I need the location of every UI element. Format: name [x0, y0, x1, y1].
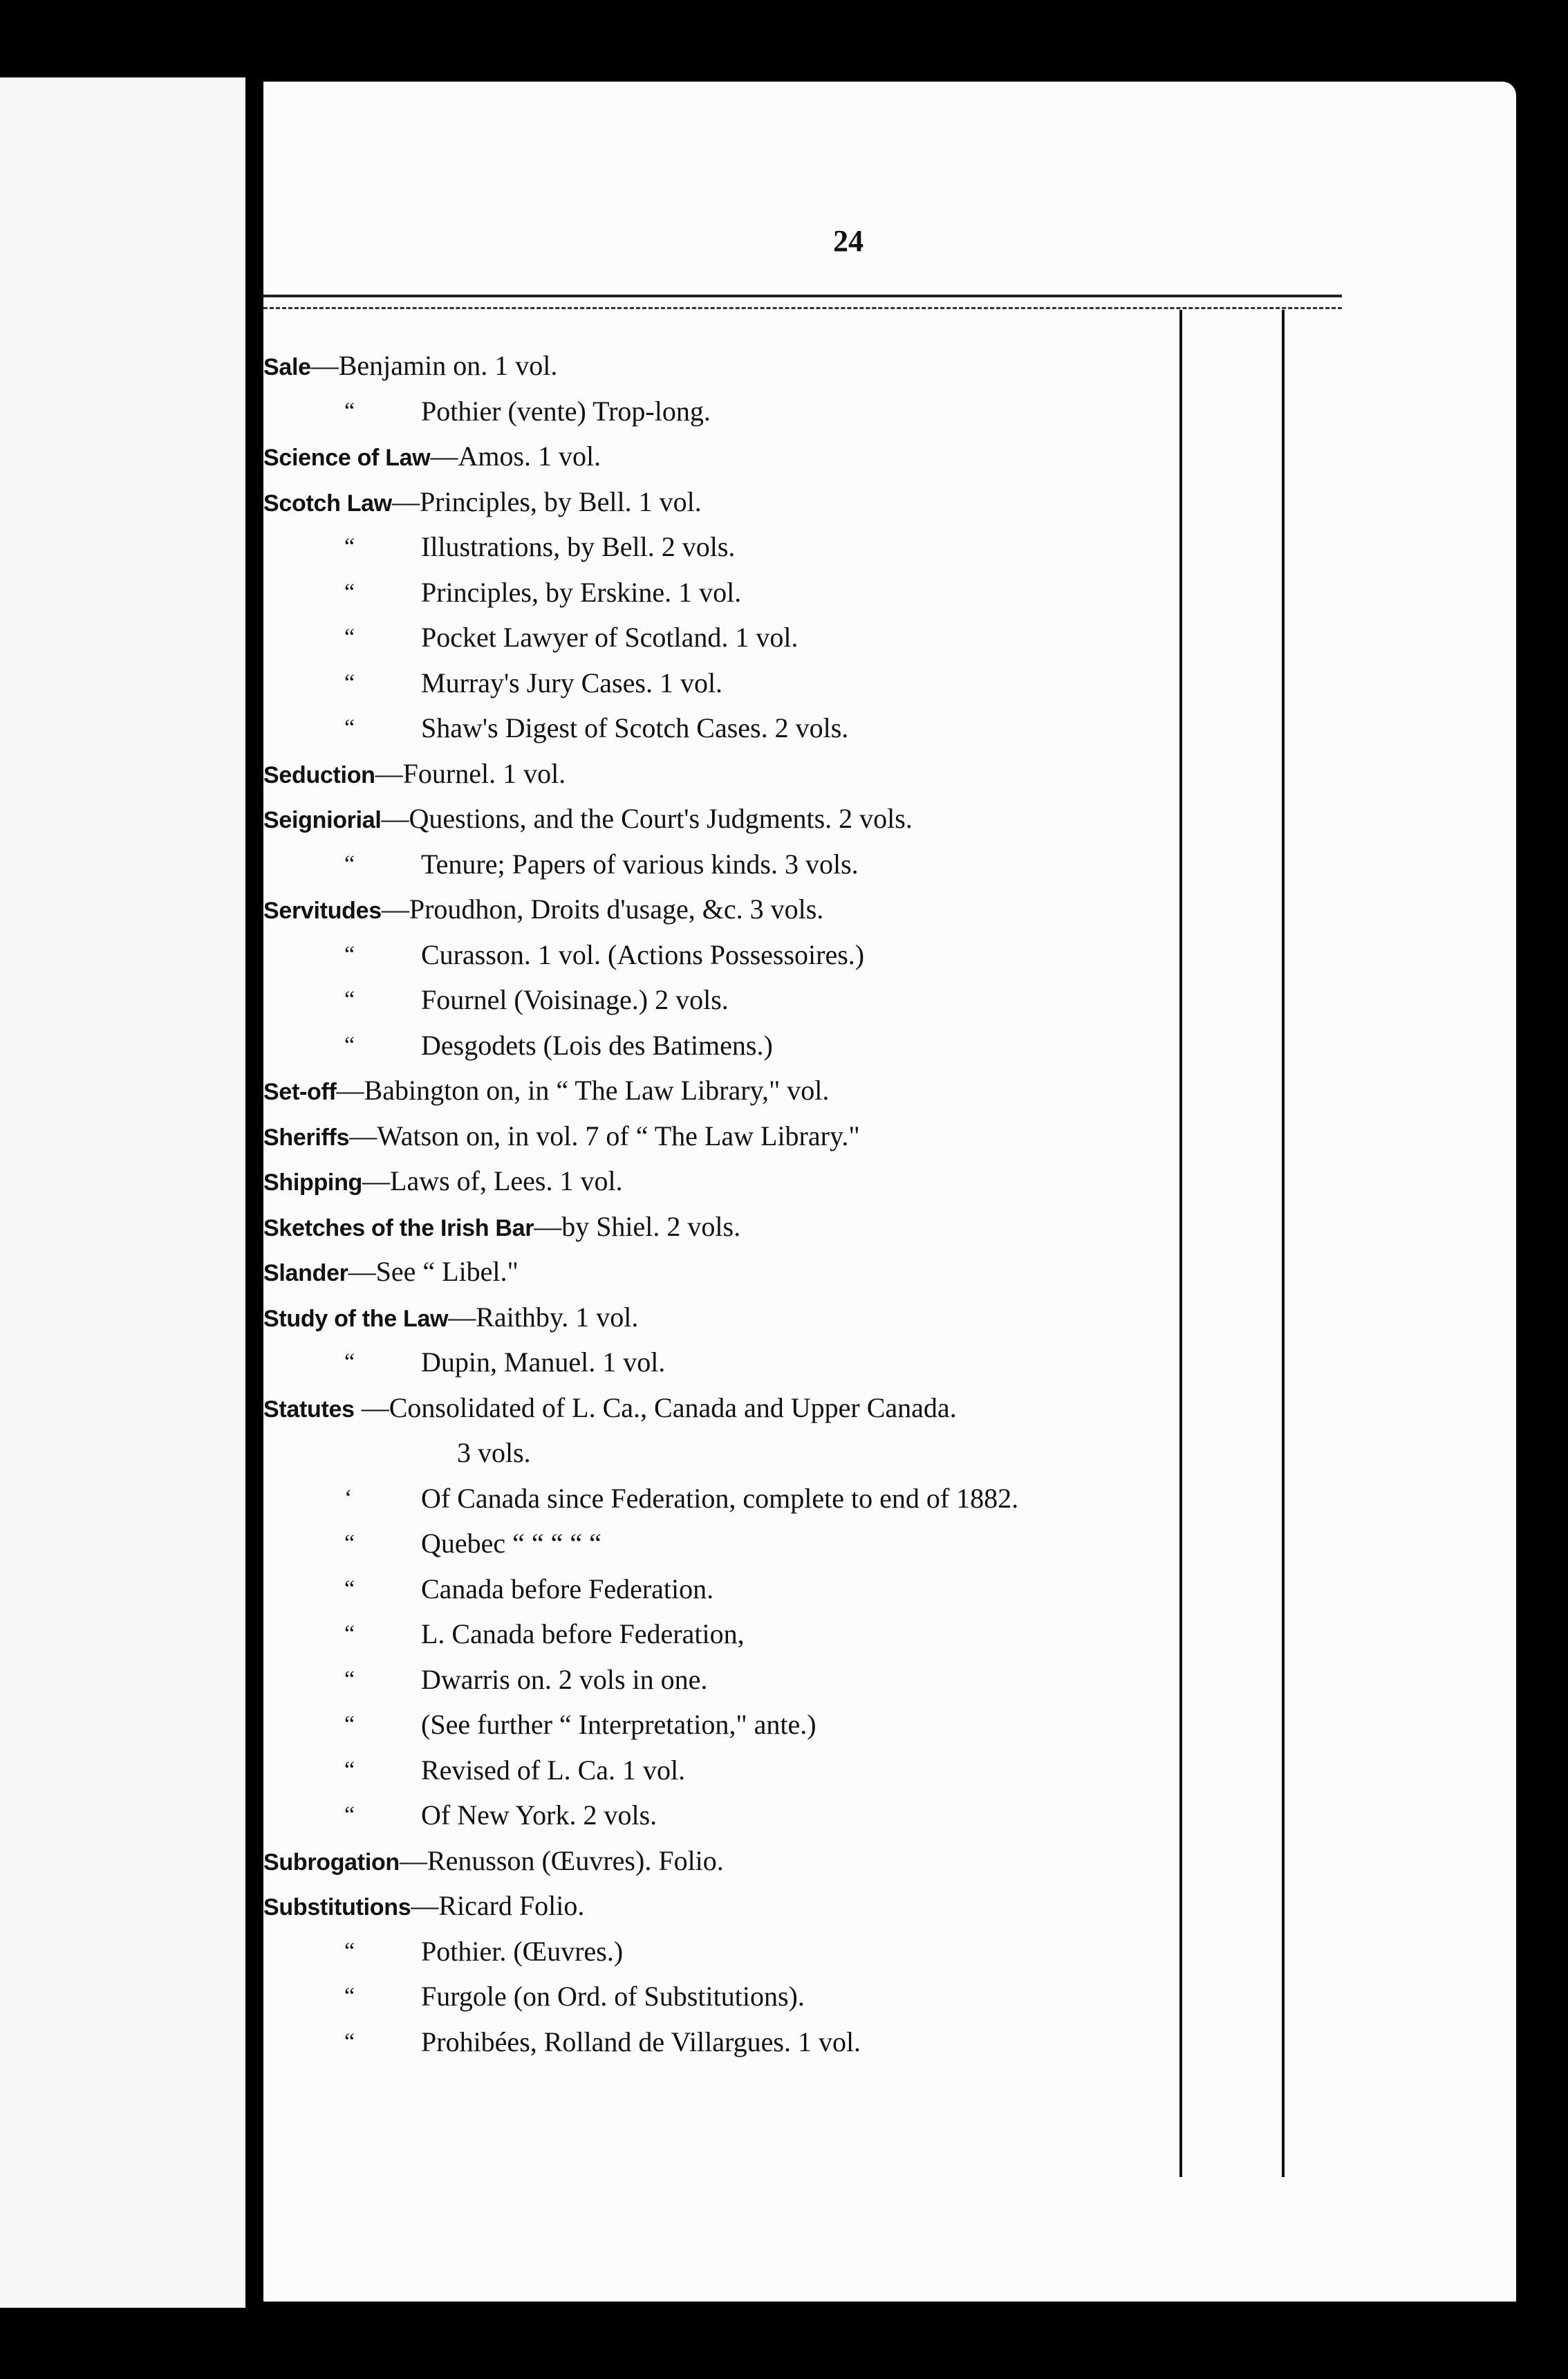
- entry-text: Pothier (vente) Trop-long.: [421, 395, 711, 427]
- entry-text: Pocket Lawyer of Scotland. 1 vol.: [421, 622, 799, 653]
- ditto-mark: “: [344, 1802, 355, 1828]
- entry-heading: Set-off: [263, 1079, 337, 1105]
- catalogue-entry: [263, 1295, 1439, 1340]
- catalogue-entry: [263, 1521, 1439, 1566]
- entry-heading: Scotch Law: [263, 490, 392, 517]
- entry-heading: Servitudes: [263, 898, 382, 924]
- ditto-mark: “: [344, 1938, 355, 1964]
- catalogue-entry: [263, 932, 1439, 978]
- entry-text: Prohibées, Rolland de Villargues. 1 vol.: [421, 2026, 861, 2057]
- catalogue-entry: [263, 1611, 1439, 1657]
- catalogue-entry: [263, 1793, 1439, 1838]
- entry-text: Quebec “ “ “ “ “: [421, 1528, 601, 1559]
- entry-text: —Laws of, Lees. 1 vol.: [362, 1165, 623, 1196]
- entry-heading: Shipping: [263, 1169, 363, 1196]
- entry-heading: Sale: [263, 354, 311, 380]
- catalogue-entry: [263, 1340, 1439, 1385]
- entry-text: —See “ Libel.": [348, 1256, 519, 1287]
- entry-text: Principles, by Erskine. 1 vol.: [421, 576, 742, 608]
- ditto-mark: “: [344, 624, 355, 650]
- header-rule: [263, 295, 1342, 309]
- entry-text: —Fournel. 1 vol.: [375, 757, 566, 789]
- entry-text: —Raithby. 1 vol.: [448, 1301, 639, 1333]
- catalogue-entry: [263, 1838, 1439, 1884]
- entry-text: Pothier. (Œuvres.): [421, 1935, 624, 1967]
- entry-heading: Substitutions: [263, 1894, 411, 1920]
- catalogue-entry: [263, 2019, 1439, 2065]
- entry-text: (See further “ Interpretation," ante.): [421, 1709, 816, 1740]
- entry-heading: Subrogation: [263, 1849, 400, 1876]
- ditto-mark: “: [344, 398, 355, 424]
- catalogue-entry: [263, 977, 1439, 1023]
- catalogue-entry: [263, 1158, 1439, 1204]
- catalogue-entry: [263, 434, 1439, 479]
- entry-text: Desgodets (Lois des Batimens.): [421, 1029, 773, 1061]
- ditto-mark: “: [344, 1530, 355, 1556]
- ditto-mark: “: [344, 534, 355, 559]
- catalogue-entry: [263, 1113, 1439, 1159]
- entry-text: Tenure; Papers of various kinds. 3 vols.: [421, 848, 859, 880]
- entry-text: Furgole (on Ord. of Substitutions).: [421, 1981, 805, 2012]
- entry-text: —Ricard Folio.: [411, 1890, 585, 1921]
- entry-heading: Study of the Law: [263, 1305, 449, 1332]
- catalogue-entry: [263, 842, 1439, 887]
- catalogue-entry: [263, 1566, 1439, 1612]
- ditto-mark: “: [344, 987, 355, 1012]
- entry-text: Fournel (Voisinage.) 2 vols.: [421, 984, 729, 1015]
- ditto-mark: “: [344, 941, 355, 968]
- entry-heading: Sheriffs: [263, 1124, 350, 1151]
- entry-heading: Seigniorial: [263, 807, 382, 833]
- catalogue-entry: [263, 887, 1439, 932]
- catalogue-entry: [263, 524, 1439, 570]
- entry-text: Curasson. 1 vol. (Actions Possessoires.): [421, 938, 865, 970]
- entry-text: Of New York. 2 vols.: [421, 1799, 657, 1831]
- catalogue-entry: [263, 1702, 1439, 1748]
- book-page: [263, 82, 1516, 2302]
- entry-text: —Questions, and the Court's Judgments. 2 vols.: [381, 803, 913, 834]
- catalogue-entry: [263, 705, 1439, 751]
- catalogue-entry: [263, 1249, 1439, 1295]
- catalogue-entry: [263, 1204, 1439, 1250]
- catalogue-entry: [263, 1748, 1439, 1793]
- entry-text: —Renusson (Œuvres). Folio.: [399, 1844, 724, 1876]
- catalogue-entry: [263, 1974, 1439, 2019]
- catalogue-entries: [263, 343, 1439, 2064]
- catalogue-entry: [263, 389, 1439, 434]
- ditto-mark: “: [344, 715, 355, 741]
- catalogue-entry: [263, 1929, 1439, 1974]
- entry-text: Revised of L. Ca. 1 vol.: [421, 1754, 686, 1786]
- entry-text: —Principles, by Bell. 1 vol.: [391, 485, 702, 517]
- ditto-mark: “: [344, 1712, 355, 1737]
- page-number: 24: [833, 224, 864, 258]
- catalogue-entry: [263, 1883, 1439, 1929]
- entry-heading: Slander: [263, 1260, 348, 1286]
- entry-text: —Watson on, in vol. 7 of “ The Law Library.": [349, 1120, 860, 1151]
- ditto-mark: “: [344, 2028, 355, 2055]
- entry-heading: Science of Law: [263, 445, 431, 471]
- catalogue-entry: [263, 1476, 1439, 1521]
- ditto-mark: “: [344, 1757, 355, 1783]
- ditto-mark: “: [344, 1983, 355, 2009]
- entry-text: —Benjamin on. 1 vol.: [310, 350, 558, 381]
- catalogue-entry: [263, 1657, 1439, 1703]
- entry-text: Dupin, Manuel. 1 vol.: [421, 1346, 666, 1378]
- catalogue-entry: [263, 1068, 1439, 1113]
- entry-text: —by Shiel. 2 vols.: [534, 1210, 741, 1242]
- ditto-mark: ‘: [344, 1485, 353, 1511]
- ditto-mark: “: [344, 1666, 355, 1692]
- ditto-mark: “: [344, 669, 355, 696]
- catalogue-entry: [263, 615, 1439, 660]
- catalogue-entry: [263, 343, 1439, 389]
- entry-continuation: 3 vols.: [457, 1437, 531, 1468]
- catalogue-entry: [263, 1430, 1439, 1476]
- entry-heading: Sketches of the Irish Bar: [263, 1214, 534, 1241]
- entry-text: —Babington on, in “ The Law Library," vol.: [336, 1075, 830, 1106]
- entry-text: Illustrations, by Bell. 2 vols.: [421, 531, 736, 562]
- ditto-mark: “: [344, 1575, 355, 1602]
- catalogue-entry: [263, 796, 1439, 842]
- ditto-mark: “: [344, 579, 355, 605]
- ditto-mark: “: [344, 851, 355, 877]
- ditto-mark: “: [344, 1349, 355, 1375]
- entry-text: —Amos. 1 vol.: [430, 441, 601, 472]
- entry-text: Canada before Federation.: [421, 1573, 714, 1604]
- catalogue-entry: [263, 1023, 1439, 1068]
- catalogue-entry: [263, 479, 1439, 525]
- entry-text: Of Canada since Federation, complete to end of 1882.: [421, 1482, 1019, 1514]
- catalogue-entry: [263, 751, 1439, 797]
- entry-text: —Consolidated of L. Ca., Canada and Upper Canada.: [354, 1391, 957, 1423]
- entry-text: Dwarris on. 2 vols in one.: [421, 1663, 708, 1695]
- catalogue-entry: [263, 1385, 1439, 1431]
- ditto-mark: “: [344, 1032, 355, 1058]
- entry-text: Murray's Jury Cases. 1 vol.: [421, 667, 723, 698]
- catalogue-entry: [263, 660, 1439, 706]
- entry-text: Shaw's Digest of Scotch Cases. 2 vols.: [421, 712, 849, 743]
- entry-text: —Proudhon, Droits d'usage, &c. 3 vols.: [381, 894, 824, 925]
- entry-heading: Statutes: [263, 1396, 355, 1423]
- facing-page: [0, 77, 245, 2308]
- entry-heading: Seduction: [263, 761, 375, 788]
- catalogue-entry: [263, 570, 1439, 615]
- entry-text: L. Canada before Federation,: [421, 1618, 745, 1649]
- book-spine: [245, 76, 263, 2317]
- ditto-mark: “: [344, 1621, 355, 1647]
